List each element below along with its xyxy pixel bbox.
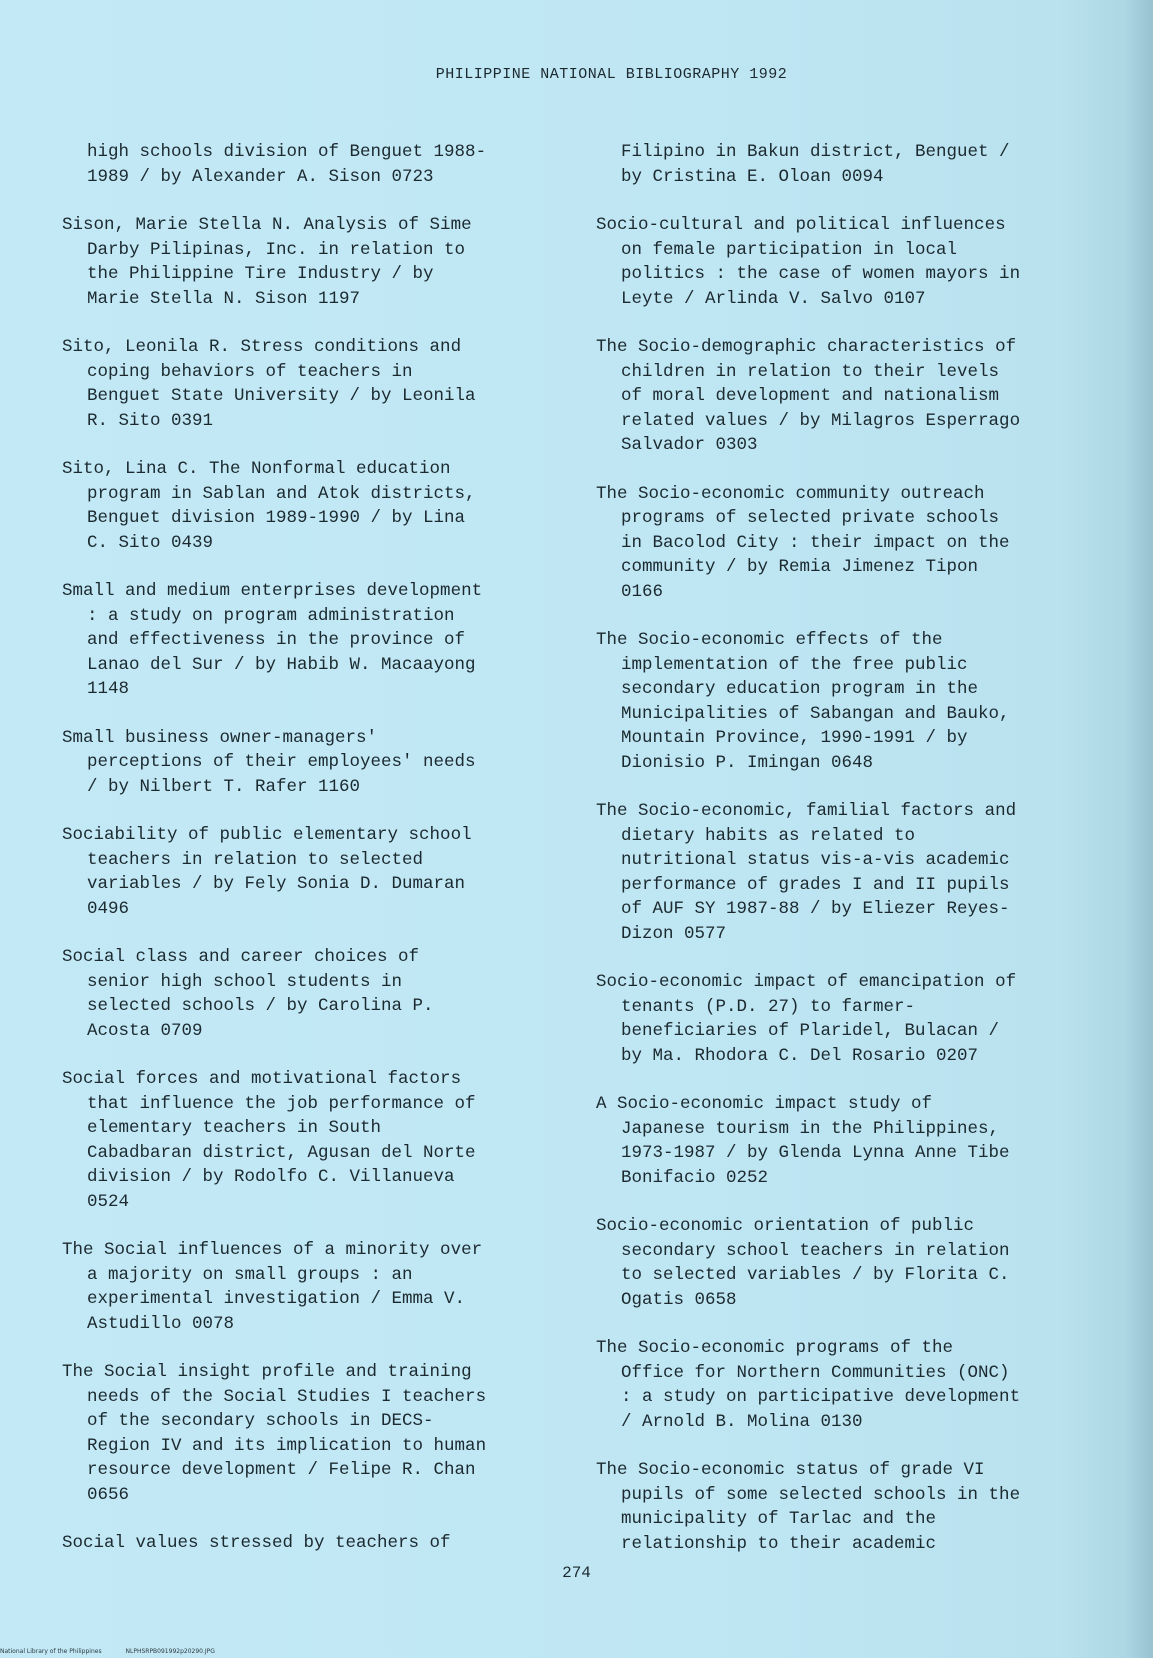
bibliography-entry: Socio-economic orientation of public secondary school teachers in relation to selected variables / by Florita C. Ogatis 0658 xyxy=(596,1216,1010,1310)
page-number: 274 xyxy=(562,1564,591,1582)
bibliography-entry: The Social influences of a minority over a majority on small groups : an experimental investigation / Emma V. Astudillo 0078 xyxy=(62,1240,483,1334)
library-credit: National Library of the Philippines xyxy=(0,1648,102,1655)
bibliography-entry: Social class and career choices of senior high school students in selected schools / by Carolina P. Acosta 0709 xyxy=(62,947,434,1041)
page-edge-shadow xyxy=(1125,0,1153,1658)
scan-footer xyxy=(0,1648,237,1655)
bibliography-entry: Socio-cultural and political influences on female participation in local politics : the case of women mayors in Leyte / Arlinda V. Salvo 0107 xyxy=(596,215,1021,309)
bibliography-entry: Small and medium enterprises development : a study on program administration and effectiveness in the province of Lanao del Sur / by Habib W. Macaayong 1148 xyxy=(62,581,483,699)
bibliography-entry: The Socio-economic, familial factors and dietary habits as related to nutritional status vis-a-vis academic performance of grades I and II pupils of AUF SY 1987-88 / by Eliezer Reyes- Dizon 0577 xyxy=(596,801,1017,944)
bibliography-entry: The Socio-economic status of grade VI pupils of some selected schools in the municipality of Tarlac and the relationship to their academic xyxy=(596,1460,1021,1554)
right-column xyxy=(596,140,1096,1580)
bibliography-entry: Small business owner-managers' perceptions of their employees' needs / by Nilbert T. Rafer 1160 xyxy=(62,727,476,797)
bibliography-entry: Filipino in Bakun district, Benguet / by Cristina E. Oloan 0094 xyxy=(621,142,1010,187)
bibliography-entry: Social forces and motivational factors that influence the job performance of elementary teachers in South Cabadbaran district, Agusan del Norte division / by Rodolfo C. Villanueva 0524 xyxy=(62,1069,476,1212)
bibliography-entry: high schools division of Benguet 1988- 1989 / by Alexander A. Sison 0723 xyxy=(87,142,487,187)
bibliography-entry: The Socio-economic effects of the implementation of the free public secondary education program in the Municipalities of Sabangan and Bauko, Mountain Province, 1990-1991 / by Dionisio P. Imingan 0648 xyxy=(596,630,1010,773)
bibliography-entry: Sito, Leonila R. Stress conditions and coping behaviors of teachers in Benguet State University / by Leonila R. Sito 0391 xyxy=(62,337,476,431)
bibliography-entry: Social values stressed by teachers of xyxy=(62,1533,451,1553)
running-head: PHILIPPINE NATIONAL BIBLIOGRAPHY 1992 xyxy=(435,66,788,83)
bibliography-entry: A Socio-economic impact study of Japanese tourism in the Philippines, 1973-1987 / by Glenda Lynna Anne Tibe Bonifacio 0252 xyxy=(596,1094,1010,1188)
bibliography-entry: Socio-economic impact of emancipation of tenants (P.D. 27) to farmer- beneficiaries of Plaridel, Bulacan / by Ma. Rhodora C. Del Rosario 0207 xyxy=(596,972,1017,1066)
bibliography-entry: The Social insight profile and training needs of the Social Studies I teachers of the secondary schools in DECS- Region IV and its implication to human resource development / Felipe R. Chan 0656 xyxy=(62,1362,487,1505)
bibliography-entry: Sociability of public elementary school teachers in relation to selected variables / by Fely Sonia D. Dumaran 0496 xyxy=(62,825,472,919)
bibliography-entry: The Socio-economic programs of the Office for Northern Communities (ONC) : a study on participative development / Arnold B. Molina 0130 xyxy=(596,1338,1021,1432)
bibliography-entry: The Socio-economic community outreach programs of selected private schools in Bacolod City : their impact on the community / by Remia Jimenez Tipon 0166 xyxy=(596,483,1010,602)
bibliography-entry: Sito, Lina C. The Nonformal education program in Sablan and Atok districts, Benguet division 1989-1990 / by Lina C. Sito 0439 xyxy=(62,459,476,553)
file-id: NLPHSRPB091992p20290.JPG xyxy=(125,1648,215,1655)
bibliography-entry: The Socio-demographic characteristics of children in relation to their levels of moral development and nationalism related values / by Milagros Esperrago Salvador 0303 xyxy=(596,337,1021,455)
left-column xyxy=(62,140,562,1580)
bibliography-entry: Sison, Marie Stella N. Analysis of Sime Darby Pilipinas, Inc. in relation to the Philippine Tire Industry / by Marie Stella N. Sison 1197 xyxy=(62,215,472,309)
